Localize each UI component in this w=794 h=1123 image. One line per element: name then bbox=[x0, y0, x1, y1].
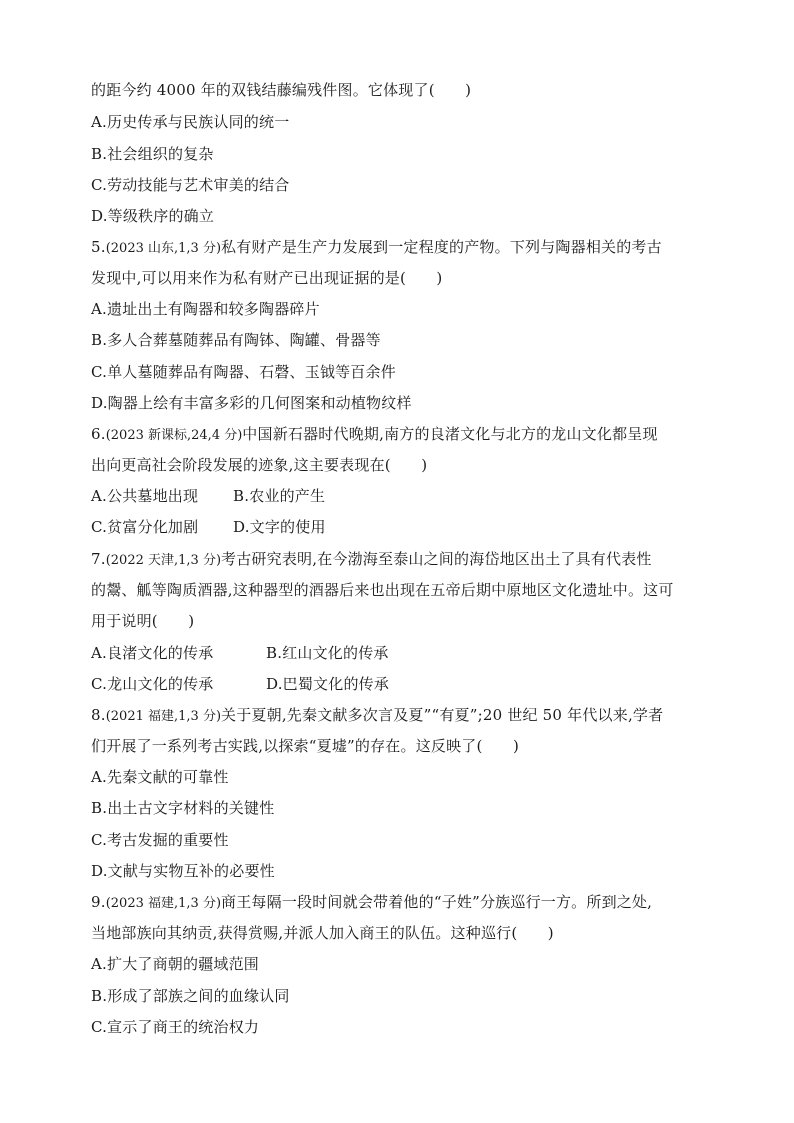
question-6-stem-line2: 出向更高社会阶段发展的迹象,这主要表现在( ) bbox=[91, 456, 428, 474]
question-9-stem-line2: 当地部族向其纳贡,获得赏赐,并派人加入商王的队伍。这种巡行( ) bbox=[91, 924, 554, 942]
question-6-option-d: D.文字的使用 bbox=[233, 518, 326, 536]
question-8-option-b: B.出土古文字材料的关键性 bbox=[91, 799, 275, 817]
question-6-stem-line1 bbox=[91, 424, 658, 446]
question-8-option-d: D.文献与实物互补的必要性 bbox=[91, 862, 275, 880]
question-5-stem-line2: 发现中,可以用来作为私有财产已出现证据的是( ) bbox=[91, 269, 443, 287]
question-5-option-a: A.遗址出土有陶器和较多陶器碎片 bbox=[91, 300, 320, 318]
question-5-option-d: D.陶器上绘有丰富多彩的几何图案和动植物纹样 bbox=[91, 394, 412, 412]
question-6-options-row2 bbox=[91, 517, 491, 537]
question-text: 商王每隔一段时间就会带着他的“子姓”分族巡行一方。所到之处, bbox=[221, 893, 653, 911]
question-6-option-c: C.贫富分化加剧 bbox=[91, 518, 199, 536]
question-number: 8. bbox=[91, 706, 106, 724]
question-6-options-row1 bbox=[91, 486, 491, 506]
question-7-stem-line2: 的鬶、觚等陶质酒器,这种器型的酒器后来也出现在五帝后期中原地区文化遗址中。这可 bbox=[91, 581, 674, 599]
question-4-option-b: B.社会组织的复杂 bbox=[91, 145, 214, 163]
question-5-option-b: B.多人合葬墓随葬品有陶钵、陶罐、骨器等 bbox=[91, 331, 381, 349]
question-source: (2023 山东,1,3 分) bbox=[105, 241, 222, 256]
question-5-option-c: C.单人墓随葬品有陶器、石磬、玉钺等百余件 bbox=[91, 363, 396, 381]
question-source: (2021 福建,1,3 分) bbox=[105, 709, 222, 724]
question-text: 中国新石器时代晚期,南方的良渚文化与北方的龙山文化都呈现 bbox=[242, 425, 658, 443]
question-number: 7. bbox=[91, 550, 106, 568]
question-source: (2022 天津,1,3 分) bbox=[105, 553, 222, 568]
question-6-option-b: B.农业的产生 bbox=[233, 487, 326, 505]
question-7-options-row2 bbox=[91, 674, 491, 694]
question-number: 6. bbox=[91, 425, 106, 443]
question-9-option-c: C.宣示了商王的统治权力 bbox=[91, 1018, 260, 1036]
question-text: 考古研究表明,在今渤海至泰山之间的海岱地区出土了具有代表性 bbox=[221, 550, 652, 568]
question-7-options-row1 bbox=[91, 643, 491, 663]
question-5-stem-line1 bbox=[91, 237, 662, 259]
question-4-option-a: A.历史传承与民族认同的统一 bbox=[91, 113, 290, 131]
question-9-option-b: B.形成了部族之间的血缘认同 bbox=[91, 987, 290, 1005]
question-7-option-d: D.巴蜀文化的传承 bbox=[266, 675, 390, 693]
question-9-stem-line1 bbox=[91, 892, 652, 914]
question-8-option-a: A.先秦文献的可靠性 bbox=[91, 768, 229, 786]
question-7-option-a: A.良渚文化的传承 bbox=[91, 644, 214, 662]
question-7-stem-line3: 用于说明( ) bbox=[91, 612, 195, 630]
question-source: (2023 福建,1,3 分) bbox=[105, 896, 222, 911]
question-text: 私有财产是生产力发展到一定程度的产物。下列与陶器相关的考古 bbox=[221, 238, 662, 256]
question-number: 5. bbox=[91, 238, 106, 256]
question-8-stem-line1 bbox=[91, 705, 663, 727]
question-source: (2023 新课标,24,4 分) bbox=[105, 428, 243, 443]
question-4-option-c: C.劳动技能与艺术审美的结合 bbox=[91, 176, 290, 194]
question-4-stem: 的距今约 4000 年的双钱结藤编残件图。它体现了( ) bbox=[91, 81, 472, 99]
question-4-option-d: D.等级秩序的确立 bbox=[91, 207, 215, 225]
question-7-option-b: B.红山文化的传承 bbox=[266, 644, 389, 662]
question-number: 9. bbox=[91, 893, 106, 911]
question-7-option-c: C.龙山文化的传承 bbox=[91, 675, 214, 693]
question-7-stem-line1 bbox=[91, 549, 652, 571]
question-6-option-a: A.公共墓地出现 bbox=[91, 487, 199, 505]
question-text: 关于夏朝,先秦文献多次言及夏”“有夏”;20 世纪 50 年代以来,学者 bbox=[221, 706, 664, 724]
question-8-stem-line2: 们开展了一系列考古实践,以探索“夏墟”的存在。这反映了( ) bbox=[91, 737, 520, 755]
question-8-option-c: C.考古发掘的重要性 bbox=[91, 831, 229, 849]
question-9-option-a: A.扩大了商朝的疆域范围 bbox=[91, 955, 260, 973]
